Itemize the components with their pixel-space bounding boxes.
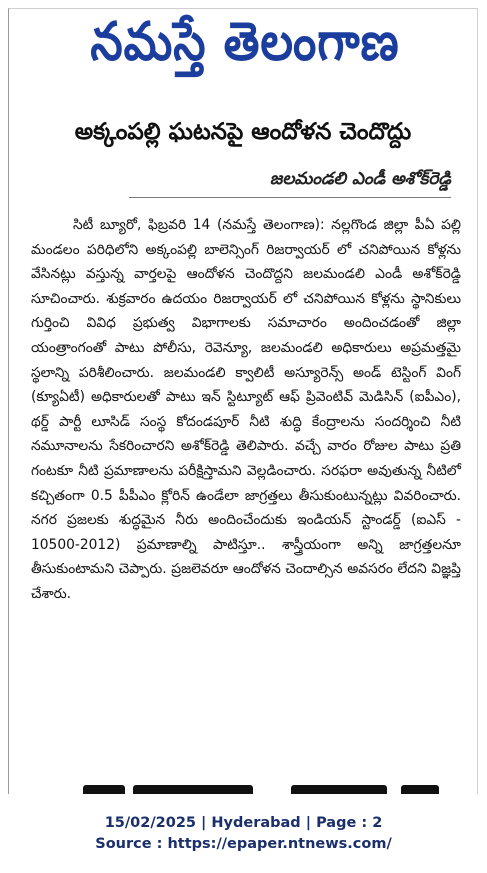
next-headline-fragment [83,785,125,794]
byline-divider [129,197,451,198]
article-headline: అక్కంపల్లి ఘటనపై ఆందోళన చెందొద్దు [74,119,412,145]
next-headline-fragment [291,785,387,794]
article-paragraph: సిటీ బ్యూరో, ఫిబ్రవరి 14 (నమస్తే తెలంగాణ): నల్లగొండ జిల్లా పీఏ పల్లి మండలం పరిధిలోని అక్కంపల్లి బాలెన్సింగ్ రిజర్వాయర్ లో చనిపోయిన కోళ్లను వేసినట్లు వస్తున్న వార్తలపై ఆందోళన చెందొద్దని జలమండలి ఎండీ అశోక్‌రెడ్డి సూచించారు. శుక్రవారం ఉదయం రిజర్వాయర్ లో చనిపోయిన కోళ్లను స్థానికులు గుర్తించి వివిధ ప్రభుత్వ విభాగాలకు సమాచారం అందించడంతో జిల్లా యంత్రాంగంతో పాటు పోలీసు, రెవెన్యూ, జలమండలి అధికారులు అప్రమత్తమై స్థలాన్ని పరిశీలించారు. జలమండలి క్వాలిటీ అస్యూరెన్స్ అండ్ టెస్టింగ్ వింగ్ (క్యూఏటీ) అధికారులతో పాటు ఇన్ స్టిట్యూట్ ఆఫ్ ప్రివెంటివ్ మెడిసిన్ (ఐపీఎం), థర్డ్ పార్టీ లూసిడ్ సంస్థ కోదండపూర్ నీటి శుద్ధి కేంద్రాలను సందర్శించి నీటి నమూనాలను సేకరించారని అశోక్‌రెడ్డి తెలిపారు. వచ్చే వారం రోజుల పాటు ప్రతి గంటకూ నీటి ప్రమాణాలను పరీక్షిస్తామని వెల్లడించారు. సరఫరా అవుతున్న నీటిలో కచ్చితంగా 0.5 పీపీఎం క్లోరిన్ ఉండేలా జాగ్రత్తలు తీసుకుంటున్నట్లు వివరించారు. నగర ప్రజలకు శుద్ధమైన నీరు అందించేందుకు ఇండియన్ స్టాండర్డ్ (ఐఎస్ - 10500-2012) ప్రమాణాల్ని పాటిస్తూ.. శాస్త్రీయంగా అన్ని జాగ్రత్తలనూ తీసుకుంటామని చెప్పారు. ప్రజలెవరూ ఆందోళన చెందాల్సిన అవసరం లేదని విజ్ఞప్తి చేశారు. [31,217,461,602]
article-byline: జలమండలి ఎండీ అశోక్‌రెడ్డి [269,169,451,189]
date-city-page: 15/02/2025 | Hyderabad | Page : 2 [104,815,383,831]
clipping-footer [0,813,487,855]
next-headline-fragment [133,785,253,794]
source-link[interactable]: Source : https://epaper.ntnews.com/ [95,836,392,852]
newspaper-masthead: నమస్తే తెలంగాణ [90,10,400,73]
next-headline-fragment [401,785,439,794]
newspaper-clipping [8,8,478,794]
article-body [31,213,461,607]
